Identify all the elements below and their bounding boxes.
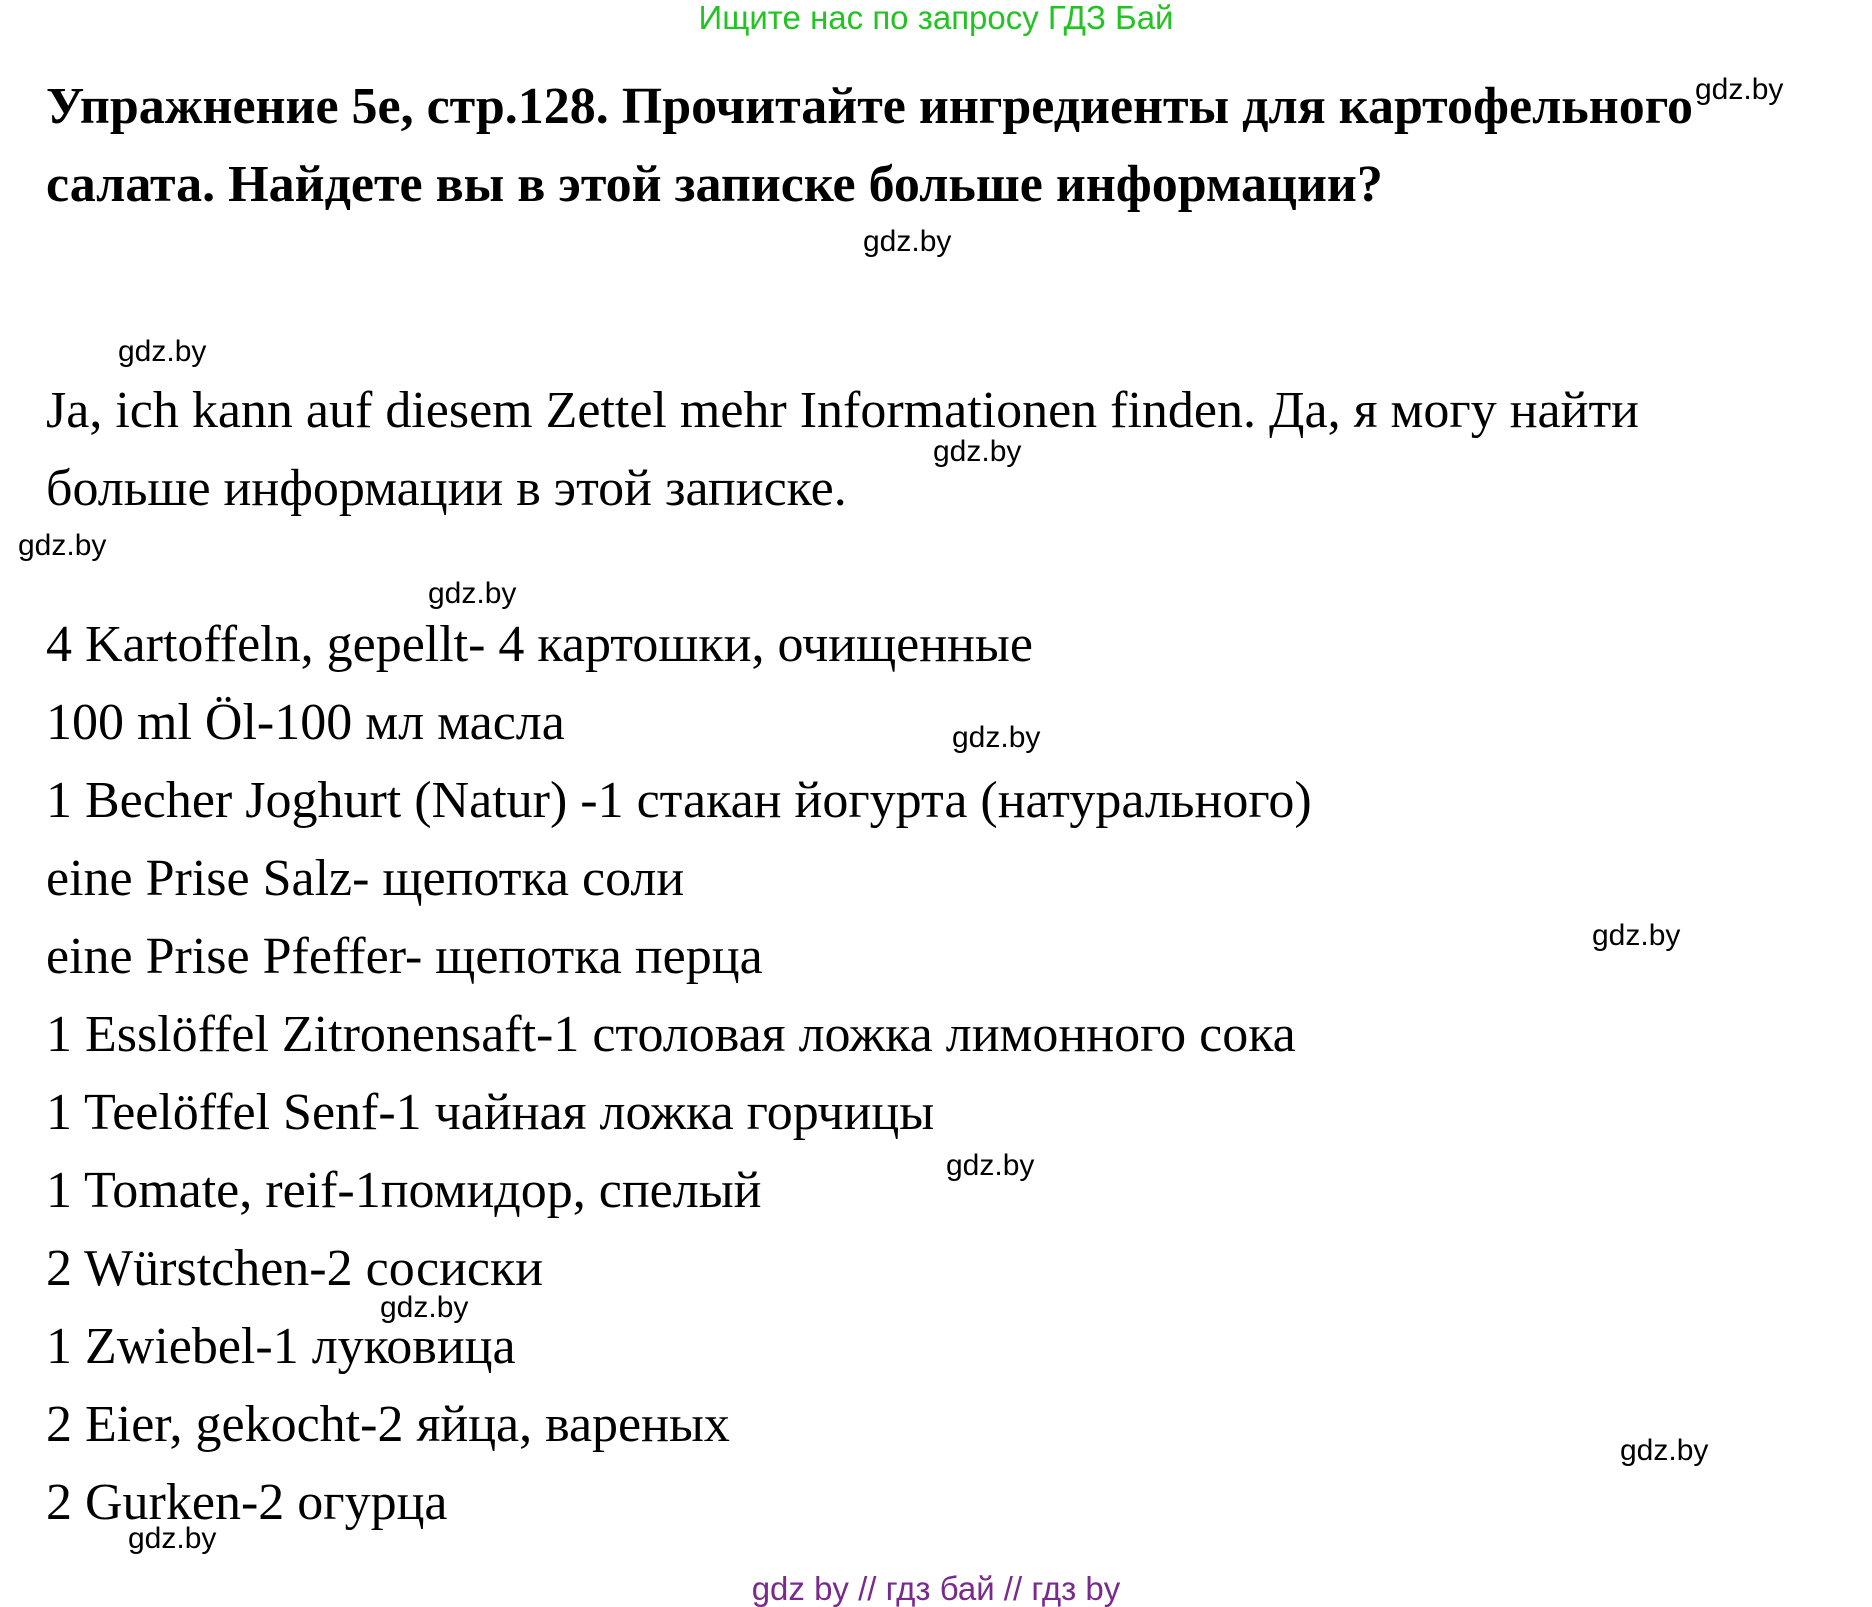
ingredient-item: eine Prise Pfeffer- щепотка перца [46,928,763,985]
watermark: gdz.by [18,529,107,562]
watermark: gdz.by [128,1522,217,1555]
watermark: gdz.by [952,721,1041,754]
exercise-heading: Упражнение 5е, стр.128. Прочитайте ингредиенты для картофельного салата. Найдете вы в этой записке больше информации? [46,78,1694,213]
watermark: gdz.by [380,1291,469,1324]
ingredient-item: 100 ml Öl-100 мл масла [46,694,565,751]
watermark: gdz.by [933,435,1022,468]
ingredient-item: 2 Gurken-2 огурца [46,1474,448,1531]
watermark: gdz.by [1695,73,1784,106]
ingredient-item: 2 Würstchen-2 сосиски [46,1240,544,1297]
watermark: gdz.by [1620,1434,1709,1467]
ingredient-list [46,606,1312,1542]
ingredient-item: 2 Eier, gekocht-2 яйца, вареных [46,1396,730,1453]
ingredient-item: 1 Esslöffel Zitronensaft-1 столовая ложка лимонного сока [46,1006,1296,1063]
watermark: gdz.by [118,335,207,368]
watermark: gdz.by [1592,919,1681,952]
ingredient-item: 1 Zwiebel-1 луковица [46,1318,516,1375]
ingredient-item: 1 Tomate, reif-1помидор, спелый [46,1162,762,1219]
ingredient-item: eine Prise Salz- щепотка соли [46,850,685,907]
ingredient-item: 4 Kartoffeln, gepellt- 4 картошки, очищенные [46,616,1033,673]
footer-links: gdz by // гдз бай // гдз by [751,1570,1121,1607]
top-banner: Ищите нас по запросу ГДЗ Бай [698,0,1174,36]
watermark: gdz.by [428,577,517,610]
watermark: gdz.by [863,225,952,258]
watermark: gdz.by [946,1149,1035,1182]
answer-text: Ja, ich kann auf diesem Zettel mehr Informationen finden. Да, я могу найти больше информации в этой записке. [46,382,1640,517]
ingredient-item: 1 Becher Joghurt (Natur) -1 стакан йогурта (натурального) [46,772,1312,829]
ingredient-item: 1 Teelöffel Senf-1 чайная ложка горчицы [46,1084,935,1141]
